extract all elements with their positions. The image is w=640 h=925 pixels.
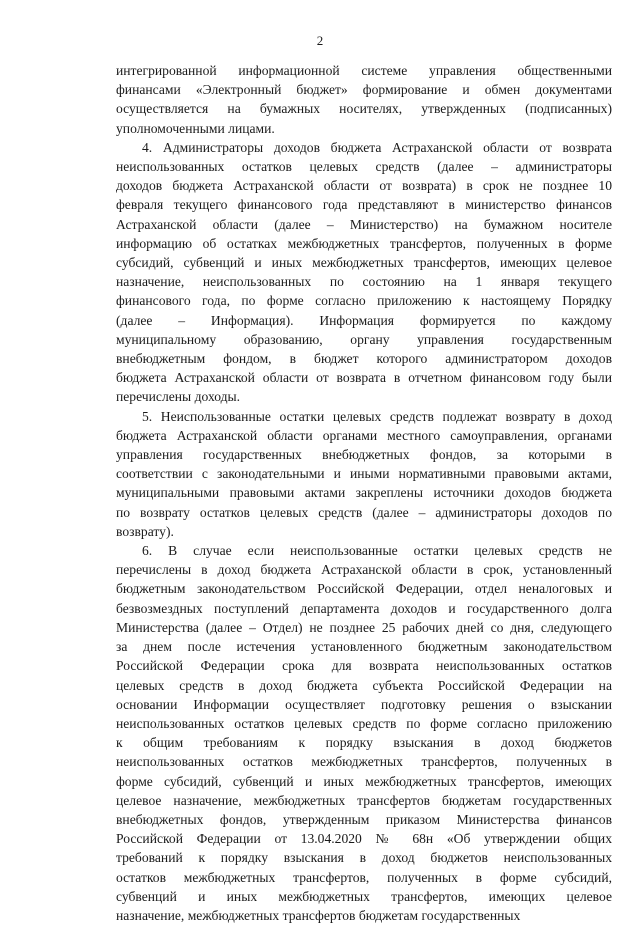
text-line: целевое назначение, межбюджетных трансфертов бюджетам государственных (116, 792, 612, 808)
text-line: финансами «Электронный бюджет» формирование и обмен документами (116, 82, 612, 98)
text-line: перечислены доходы. (116, 389, 241, 405)
text-line: уполномоченными лицами. (116, 120, 275, 136)
text-line: субвенций и иных межбюджетных трансфертов, имеющих целевое (116, 888, 612, 904)
text-line: 6. В случае если неиспользованные остатки целевых средств не (142, 543, 612, 559)
paragraph-item-6 (116, 541, 612, 925)
text-line: внебюджетным фондом, в бюджет которого администратором доходов (116, 351, 612, 367)
text-line: назначение, межбюджетных трансфертов бюджетам государственных (116, 907, 521, 923)
text-line: по возврату остатков целевых средств (далее – администраторы доходов по (116, 504, 612, 520)
text-line: (далее – Информация). Информация формируется по каждому (116, 312, 612, 328)
text-line: остатков межбюджетных трансфертов, полученных в форме субсидий, (116, 869, 612, 885)
text-line: Российской Федерации срока для возврата неиспользованных остатков (116, 658, 612, 674)
text-line: Министерства (далее – Отдел) не позднее 25 рабочих дней со дня, следующего (116, 619, 612, 635)
text-line: осуществляется на бумажных носителях, утвержденных (подписанных) (116, 101, 612, 117)
text-line: целевых средств в доход бюджета субъекта Российской Федерации на (116, 677, 612, 693)
text-line: требований к порядку взыскания в доход бюджетов неиспользованных (116, 850, 612, 866)
text-line: соответствии с законодательными и иными нормативными правовыми актами, (116, 466, 612, 482)
text-line: Российской Федерации от 13.04.2020 № 68н «Об утверждении общих (116, 831, 612, 847)
page-number: 2 (316, 33, 324, 48)
text-line: муниципальными правовыми актами закреплены источники доходов бюджета (116, 485, 612, 501)
text-line: основании Информации осуществляет подготовку решения о взыскании (116, 696, 612, 712)
text-line: доходов бюджета Астраханской области от возврата) в срок не позднее 10 (116, 178, 612, 194)
text-line: неиспользованных остатков межбюджетных трансфертов, полученных в (116, 754, 612, 770)
text-line: управления государственных внебюджетных фондов, за которыми в (116, 447, 612, 463)
text-line: неиспользованных остатков целевых средств (далее – администраторы (116, 159, 612, 175)
paragraph-continued (116, 61, 612, 138)
text-line: 5. Неиспользованные остатки целевых средств подлежат возврату в доход (142, 408, 612, 424)
text-line: бюджета Астраханской области от возврата в отчетном финансовом году были (116, 370, 612, 386)
text-line: 4. Администраторы доходов бюджета Астраханской области от возврата (142, 139, 612, 155)
text-line: к общим требованиям к порядку взыскания в доход бюджетов (116, 735, 612, 751)
text-line: бюджетным законодательством Российской Федерации, отдел неналоговых и (116, 581, 612, 597)
text-line: внебюджетных фондов, утвержденным приказом Министерства финансов (116, 811, 612, 827)
text-line: Астраханской области (далее – Министерство) на бумажном носителе (116, 216, 612, 232)
text-line: муниципальному образованию, органу управления государственным (116, 331, 612, 347)
paragraph-item-4 (116, 138, 612, 407)
text-line: форме субсидий, субвенций и иных межбюджетных трансфертов, имеющих (116, 773, 612, 789)
text-line: бюджета Астраханской области органами местного самоуправления, органами (116, 427, 612, 443)
text-line: возврату). (116, 523, 174, 539)
text-line: назначение, неиспользованных по состоянию на 1 января текущего (116, 274, 612, 290)
text-line: безвозмездных поступлений департамента доходов и государственного долга (116, 600, 612, 616)
text-line: интегрированной информационной системе управления общественными (116, 63, 612, 78)
paragraph-item-5 (116, 407, 612, 541)
text-line: февраля текущего финансового года представляют в министерство финансов (116, 197, 612, 213)
text-line: субсидий, субвенций и иных межбюджетных трансфертов, имеющих целевое (116, 255, 612, 271)
text-line: перечислены в доход бюджета Астраханской области в срок, установленный (116, 562, 612, 578)
text-line: информацию об остатках межбюджетных трансфертов, полученных в форме (116, 235, 612, 251)
text-line: финансового года, по форме согласно приложению к настоящему Порядку (116, 293, 612, 309)
text-line: неиспользованных остатков целевых средств по форме согласно приложению (116, 715, 612, 731)
text-line: за днем после истечения установленного бюджетным законодательством (116, 639, 612, 655)
document-body (116, 61, 612, 925)
